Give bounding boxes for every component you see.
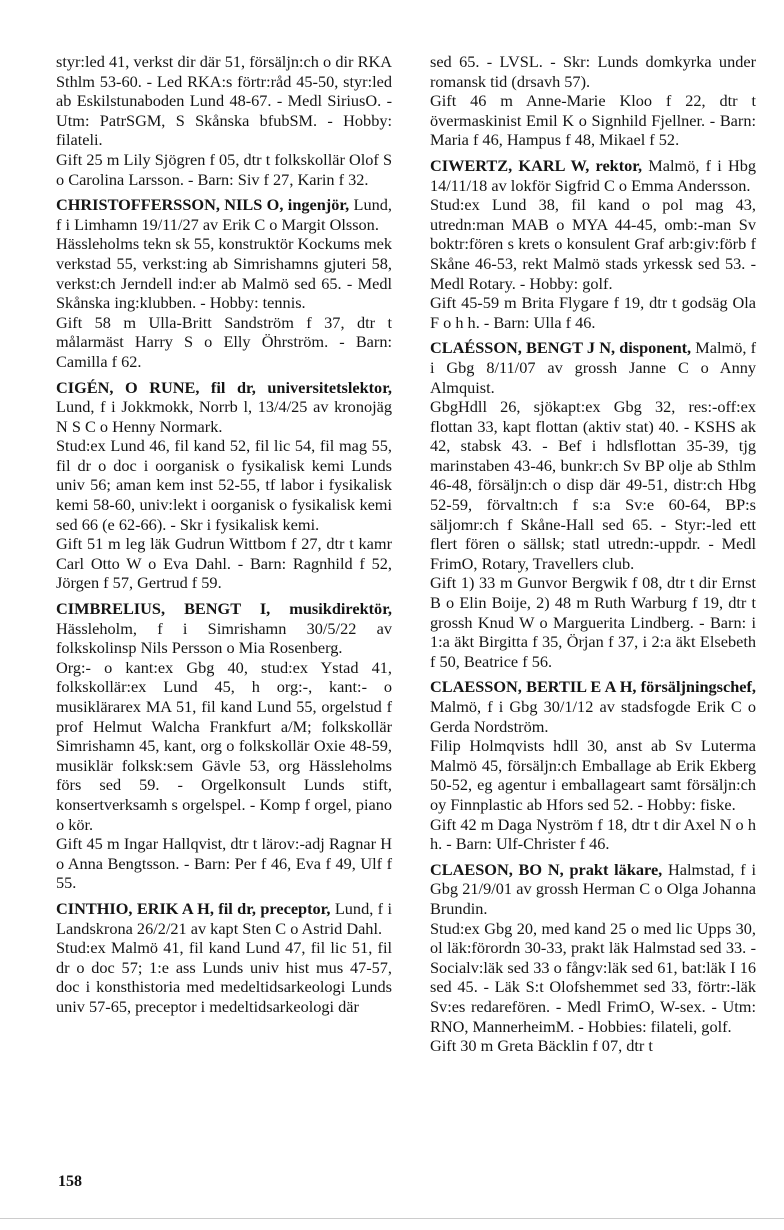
entry-lead: Malmö, f i Hbg 14/11/18 av lokför Sigfrid C o Emma Andersson.	[430, 155, 757, 195]
entry-cimbrelius	[56, 599, 392, 893]
entry-para: Gift 58 m Ulla-Britt Sandström f 37, dtr t målarmäst Harry S o Elly Öhrström. - Barn: Camilla f 62.	[56, 312, 392, 371]
entry-para: styr:led 41, verkst dir där 51, försäljn:ch o dir RKA Sthlm 53-60. - Led RKA:s förtr:råd 45-50, styr:led ab Eskilstunaboden Lund 48-67. - Medl SiriusO. - Utm: PatrSGM, S Skånska bfubSM. - Hobby: filateli.	[56, 52, 392, 150]
entry-heading: CINTHIO, ERIK A H, fil dr, preceptor,	[56, 898, 331, 918]
entry-para: GbgHdll 26, sjökapt:ex Gbg 32, res:-off:ex flottan 33, kapt flottan (aktiv stat) 40. - KSHS ak 42, stabsk 43. - Bef i hdlsflottan 35-39, tjg marinstaben 43-46, bunkr:ch Sv BP olje ab Sthlm 46-48, försäljn:ch o disp där 49-51, distr:ch Hbg 52-59, förvaltn:ch f s:a Sv:e 60-64, BP:s säljomr:ch f Skåne-Hall sed 65. - Styr:-led ett flert fören o sällsk; statl utredn:-uppdr. - Medl FrimO, Rotary, Travellers club.	[430, 397, 756, 573]
entry-lead: Malmö, f i Gbg 30/1/12 av stadsfogde Erik C o Gerda Nordström.	[430, 697, 756, 736]
entry-para: Org:- o kant:ex Gbg 40, stud:ex Ystad 41, folkskollär:ex Lund 45, h org:-, kant:- o musiklärarex MA 51, fil kand Lund 55, orgelstud f prof Helmut Walcha Frankfurt a/M; folkskollär Simrishamn 45, kant, org o folkskollär Oxie 48-59, musiklär folksk:sem Gävle 53, org Hässleholms förs sed 59. - Orgelkonsult Lunds stift, konsertverksamh s orgelspel. - Komp f orgel, piano o kör.	[56, 657, 392, 834]
entry-para: Gift 1) 33 m Gunvor Bergwik f 08, dtr t dir Ernst B o Elin Boije, 2) 48 m Ruth Warburg f 19, dtr t grossh Knud W o Marguerita Lindberg. - Barn: i 1:a äkt Birgitta f 35, Örjan f 37, i 2:a äkt Elsebeth f 50, Beatrice f 56.	[430, 573, 756, 671]
entry-cinthio-continuation	[430, 52, 756, 150]
entry-cigen	[56, 378, 392, 594]
entry-para: Filip Holmqvists hdll 30, anst ab Sv Luterma Malmö 45, försäljn:ch Emballage ab Erik Ekberg 50-52, eg agentur i emballageart samt försäljn:ch oy Finnplastic ab Hfors sed 52. - Hobby: fiske.	[430, 736, 756, 814]
entry-para: Gift 42 m Daga Nyström f 18, dtr t dir Axel N o h h. - Barn: Ulf-Christer f 46.	[430, 814, 756, 854]
entry-cinthio	[56, 899, 392, 1017]
entry-para: Stud:ex Malmö 41, fil kand Lund 47, fil lic 51, fil dr o doc 57; 1:e ass Lunds univ hist mus 47-57, doc i konsthistoria med medeltidsarkeologi Lunds univ 57-65, preceptor i medeltidsarkeologi där	[56, 938, 392, 1016]
right-column	[430, 52, 756, 1056]
entry-para: Gift 30 m Greta Bäcklin f 07, dtr t	[430, 1036, 653, 1056]
entry-heading: CLAÉSSON, BENGT J N, disponent,	[430, 338, 692, 358]
entry-heading: CIWERTZ, KARL W, rektor,	[430, 155, 643, 175]
entry-ciwertz	[430, 156, 756, 332]
entry-heading: CHRISTOFFERSSON, NILS O, ingenjör,	[56, 195, 350, 215]
entry-para: Gift 46 m Anne-Marie Kloo f 22, dtr t övermaskinist Emil K o Signhild Fjellner. - Barn: Maria f 46, Hampus f 48, Mikael f 52.	[430, 91, 756, 150]
entry-lead: Malmö, f i Gbg 8/11/07 av grossh Janne C o Anny Almquist.	[430, 338, 757, 397]
entry-para: Stud:ex Lund 38, fil kand o pol mag 43, utredn:man MAB o MYA 44-45, omb:-man Sv boktr:fören s krets o konsulent Graf arb:giv:förb f Skåne 46-53, rekt Malmö stads yrkessk sed 53. - Medl Rotary. - Hobby: golf.	[430, 195, 756, 293]
entry-para: Hässleholms tekn sk 55, konstruktör Kockums mek verkstad 55, verkst:ing ab Simrishamns gjuteri 58, verkst:ch Jerndell ind:er ab Malmö sed 65. - Medl Skånska ing:klubben. - Hobby: tennis.	[56, 234, 392, 313]
entry-lead: Halmstad, f i Gbg 21/9/01 av grossh Herman C o Olga Johanna Brundin.	[430, 859, 757, 918]
entry-claesson-bertil	[430, 677, 756, 853]
entry-para: sed 65. - LVSL. - Skr: Lunds domkyrka under romansk tid (drsavh 57).	[430, 52, 756, 91]
entry-styr-continuation	[56, 52, 392, 189]
entry-lead: Hässleholm, f i Simrishamn 30/5/22 av folkskolinsp Nils Persson o Mia Rosenberg.	[56, 618, 392, 658]
bottom-rule	[0, 1218, 784, 1219]
left-column	[56, 52, 392, 1017]
entry-lead: Lund, f i Landskrona 26/2/21 av kapt Sten C o Astrid Dahl.	[56, 898, 392, 938]
entry-para: Stud:ex Lund 46, fil kand 52, fil lic 54, fil mag 55, fil dr o doc i oorganisk o fysikalisk kemi Lunds univ 56; aman kem inst 52-55, tf labor i fysikalisk kemi 58-60, univ:lekt i oorganisk o fysikalisk kemi sed 66 (e 62-66). - Skr i fysikalisk kemi.	[56, 436, 392, 534]
entry-heading: CIGÉN, O RUNE, fil dr, universitetslektor,	[56, 377, 392, 397]
entry-para: Stud:ex Gbg 20, med kand 25 o med lic Upps 30, ol läk:förordn 30-33, prakt läk Halmstad sed 33. - Socialv:läk sed 33 o fångv:läk sed 61, bat:läk I 16 sed 45. - Läk S:t Olofshemmet sed 33, förtr:-läk Sv:es redarefören. - Medl FrimO, W-sex. - Utm: RNO, MannerheimM. - Hobbies: filateli, golf.	[430, 918, 756, 1036]
page-number: 158	[58, 1173, 82, 1190]
entry-lead: Lund, f i Limhamn 19/11/27 av Erik C o Margit Olsson.	[56, 195, 392, 234]
entry-para: Gift 45-59 m Brita Flygare f 19, dtr t godsäg Ola F o h h. - Barn: Ulla f 46.	[430, 293, 756, 332]
entry-christoffersson	[56, 195, 392, 371]
entry-heading: CLAESSON, BERTIL E A H, försäljningschef,	[430, 677, 756, 697]
entry-claeson-bo	[430, 860, 756, 1056]
entry-para: Gift 51 m leg läk Gudrun Wittbom f 27, dtr t kamr Carl Otto W o Eva Dahl. - Barn: Ragnhild f 52, Jörgen f 57, Gertrud f 59.	[56, 534, 392, 593]
entry-heading: CLAESON, BO N, prakt läkare,	[430, 859, 663, 879]
entry-lead: Lund, f i Jokkmokk, Norrb l, 13/4/25 av kronojäg N S C o Henny Normark.	[56, 397, 392, 436]
entry-claesson-bengt	[430, 338, 756, 671]
entry-para: Gift 45 m Ingar Hallqvist, dtr t lärov:-adj Ragnar H o Anna Bengtsson. - Barn: Per f 46, Eva f 49, Ulf f 55.	[56, 834, 392, 893]
entry-heading: CIMBRELIUS, BENGT I, musikdirektör,	[56, 599, 392, 619]
entry-para: Gift 25 m Lily Sjögren f 05, dtr t folkskollär Olof S o Carolina Larsson. - Barn: Siv f 27, Karin f 32.	[56, 149, 392, 189]
